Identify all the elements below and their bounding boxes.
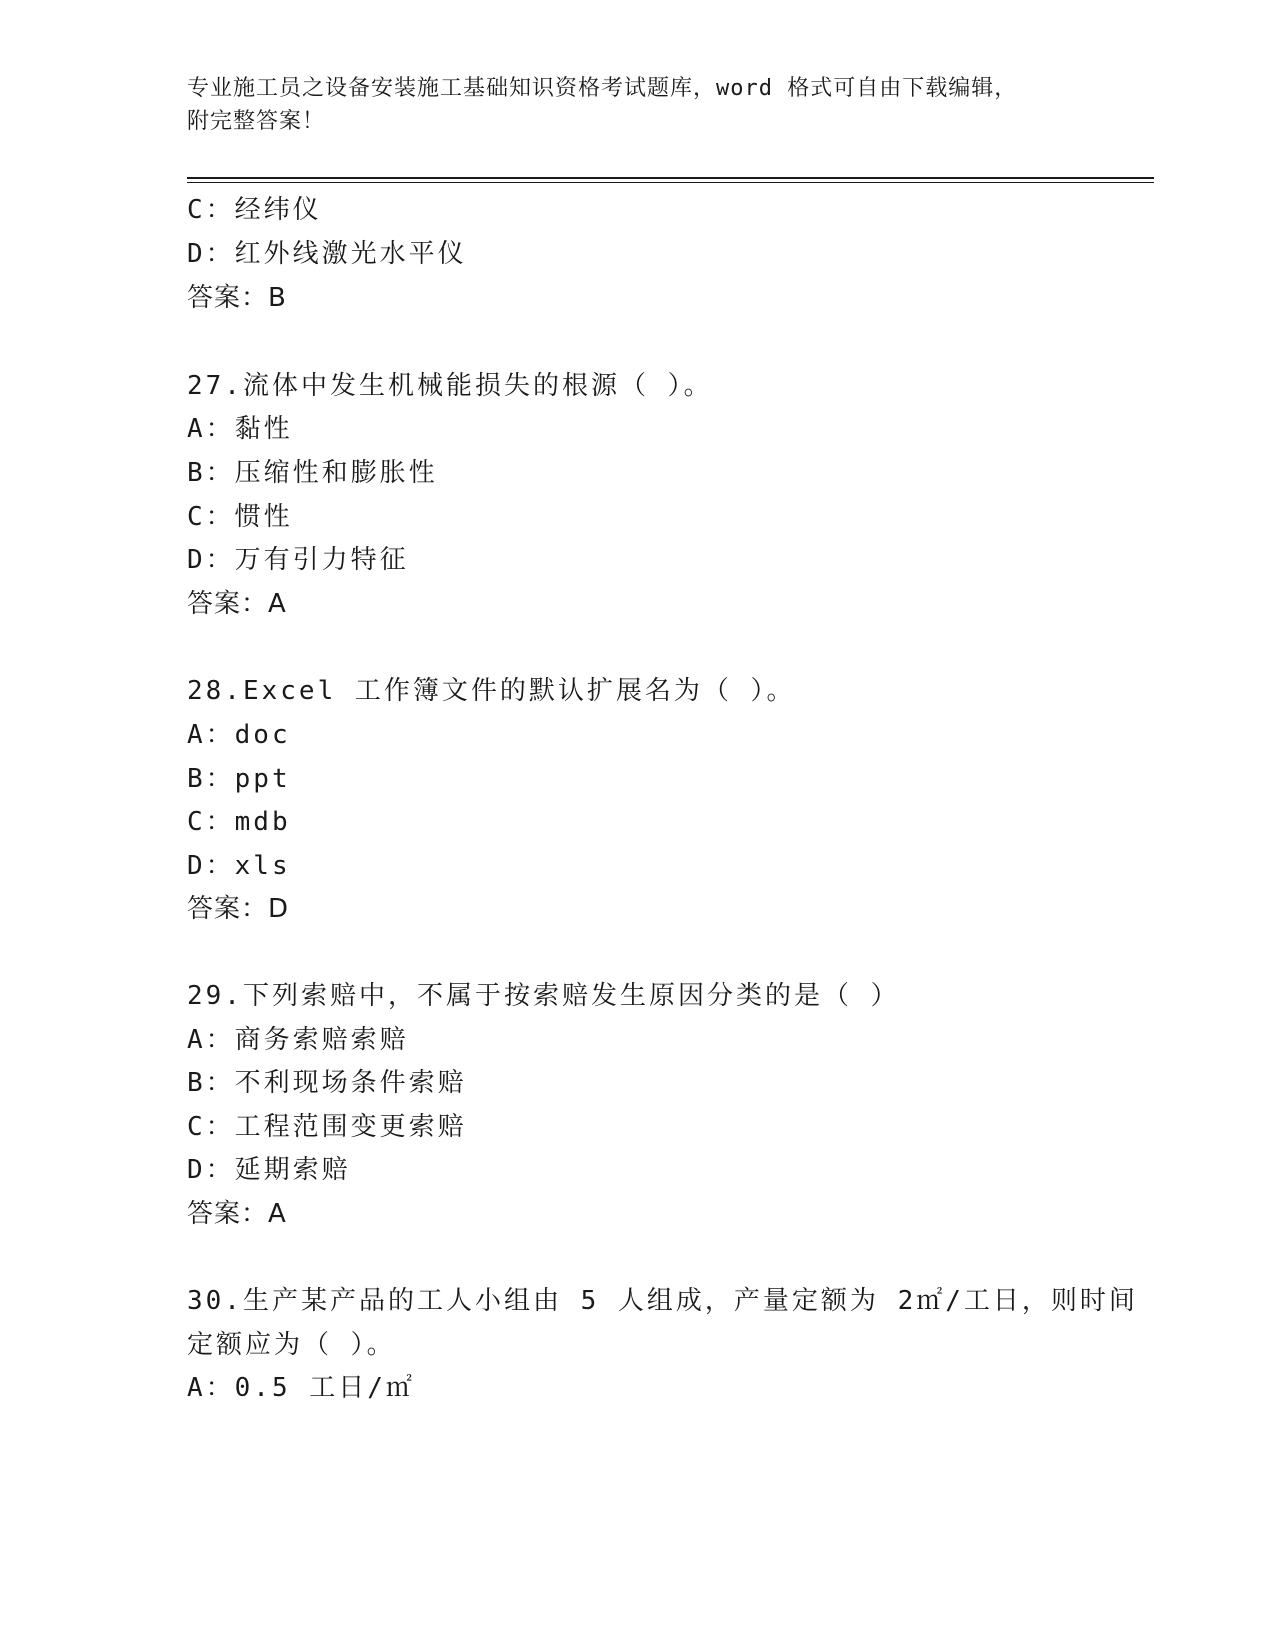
q28-answer: 答案：D (187, 894, 290, 924)
q29-option-b: B：不利现场条件索赔 (187, 1068, 467, 1098)
q27-option-b: B：压缩性和膨胀性 (187, 458, 438, 488)
q26-answer: 答案：B (187, 283, 287, 313)
q30-question-line-1: 30.生产某产品的工人小组由 5 人组成，产量定额为 2㎡/工日，则时间 (187, 1286, 1138, 1316)
document-header (187, 72, 1087, 138)
q30-question-line-2: 定额应为（ ）。 (187, 1330, 396, 1360)
q28-question: 28.Excel 工作簿文件的默认扩展名为（ ）。 (187, 676, 796, 706)
q28-option-c: C：mdb (187, 807, 291, 837)
q28-option-b: B：ppt (187, 764, 291, 794)
q26-option-d: D：红外线激光水平仪 (187, 239, 467, 269)
q29-option-a: A：商务索赔索赔 (187, 1025, 409, 1055)
header-divider-thin (187, 182, 1154, 183)
q28-option-a: A：doc (187, 720, 291, 750)
q27-option-d: D：万有引力特征 (187, 545, 409, 575)
q29-option-c: C：工程范围变更索赔 (187, 1112, 467, 1142)
q27-option-c: C：惯性 (187, 502, 293, 532)
header-line-1: 专业施工员之设备安装施工基础知识资格考试题库，word 格式可自由下载编辑， (187, 76, 1018, 101)
q30-option-a: A：0.5 工日/㎡ (187, 1373, 415, 1403)
q27-answer: 答案：A (187, 589, 287, 619)
q26-option-c: C：经纬仪 (187, 195, 322, 225)
q27-option-a: A：黏性 (187, 414, 293, 444)
q27-question: 27.流体中发生机械能损失的根源（ ）。 (187, 371, 713, 401)
q28-option-d: D：xls (187, 851, 291, 881)
q29-answer: 答案：A (187, 1199, 287, 1229)
header-divider-thick (187, 177, 1154, 179)
q29-option-d: D：延期索赔 (187, 1155, 351, 1185)
q29-question: 29.下列索赔中，不属于按索赔发生原因分类的是（ ） (187, 981, 900, 1011)
header-line-2: 附完整答案！ (187, 109, 326, 134)
